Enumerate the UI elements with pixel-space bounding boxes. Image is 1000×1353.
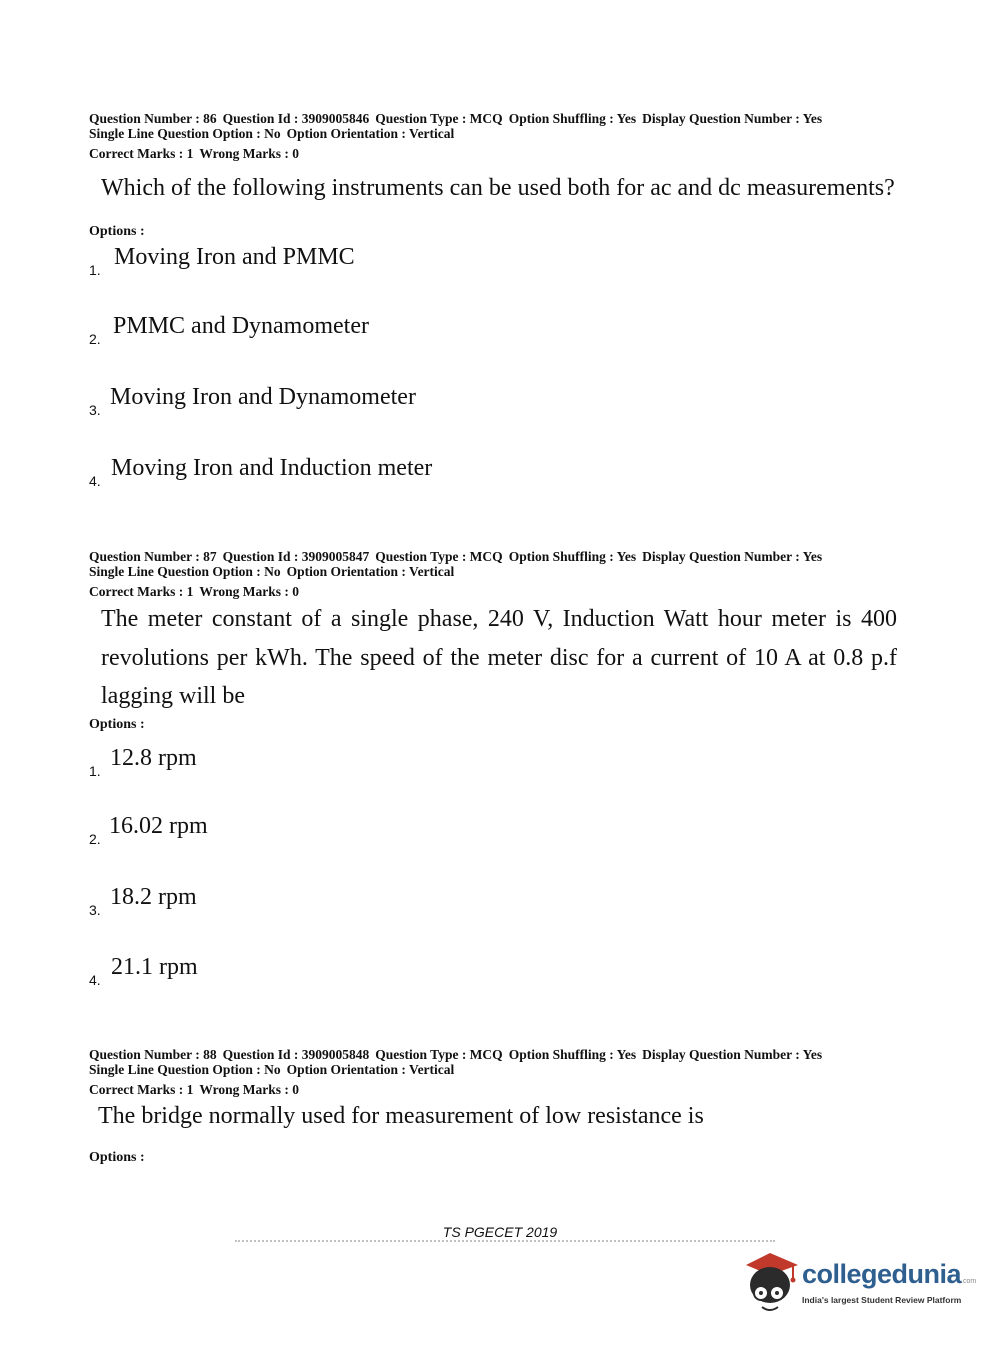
question-meta-2: Single Line Question Option : No Option Orientation : Vertical xyxy=(89,1062,455,1077)
option-text: 21.1 rpm xyxy=(111,954,198,980)
exam-footer: TS PGECET 2019 xyxy=(442,1224,558,1240)
divider xyxy=(235,1240,775,1246)
option-number: 3. xyxy=(89,402,101,418)
mascot-icon xyxy=(740,1245,802,1320)
question-meta: Question Number : 88 Question Id : 3909005848 Question Type : MCQ Option Shuffling : Yes Display Question Number : Yes xyxy=(89,1047,823,1062)
options-label: Options : xyxy=(89,717,145,732)
option-number: 4. xyxy=(89,473,101,489)
question-text: Which of the following instruments can be used both for ac and dc measurements? xyxy=(101,175,895,201)
option-1[interactable] xyxy=(89,745,789,785)
question-marks: Correct Marks : 1 Wrong Marks : 0 xyxy=(89,584,299,599)
question-meta-2: Single Line Question Option : No Option Orientation : Vertical xyxy=(89,564,455,579)
question-meta: Question Number : 86 Question Id : 3909005846 Question Type : MCQ Option Shuffling : Yes Display Question Number : Yes xyxy=(89,111,823,126)
option-text: Moving Iron and Induction meter xyxy=(111,455,433,481)
option-3[interactable] xyxy=(89,884,789,924)
question-86 xyxy=(89,111,909,161)
option-text: 16.02 rpm xyxy=(109,813,208,839)
option-number: 4. xyxy=(89,972,101,988)
option-2[interactable] xyxy=(89,313,789,353)
question-text: The meter constant of a single phase, 240 V, Induction Watt hour meter is 400 revolutions per kWh. The speed of the meter disc for a current of 10 A at 0.8 p.f lagging will be xyxy=(101,606,897,709)
option-4[interactable] xyxy=(89,954,789,994)
collegedunia-logo[interactable] xyxy=(740,1245,975,1320)
question-meta-2: Single Line Question Option : No Option Orientation : Vertical xyxy=(89,126,455,141)
option-number: 3. xyxy=(89,902,101,918)
option-2[interactable] xyxy=(89,813,789,853)
option-3[interactable] xyxy=(89,384,789,424)
question-meta: Question Number : 87 Question Id : 3909005847 Question Type : MCQ Option Shuffling : Yes Display Question Number : Yes xyxy=(89,549,823,564)
question-marks: Correct Marks : 1 Wrong Marks : 0 xyxy=(89,1082,299,1097)
option-text: Moving Iron and PMMC xyxy=(114,244,355,270)
option-text: Moving Iron and Dynamometer xyxy=(110,384,416,410)
option-number: 2. xyxy=(89,331,101,347)
options-label: Options : xyxy=(89,1150,145,1165)
option-number: 2. xyxy=(89,831,101,847)
option-4[interactable] xyxy=(89,455,789,495)
question-marks: Correct Marks : 1 Wrong Marks : 0 xyxy=(89,146,299,161)
option-number: 1. xyxy=(89,262,101,278)
question-text: The bridge normally used for measurement of low resistance is xyxy=(98,1103,704,1129)
question-87 xyxy=(89,549,909,599)
options-label: Options : xyxy=(89,224,145,239)
option-1[interactable] xyxy=(89,244,789,284)
option-text: 12.8 rpm xyxy=(110,745,197,771)
option-number: 1. xyxy=(89,763,101,779)
option-text: 18.2 rpm xyxy=(110,884,197,910)
brand-name: collegedunia.com xyxy=(802,1259,977,1289)
option-text: PMMC and Dynamometer xyxy=(113,313,369,339)
brand-tagline: India's largest Student Review Platform xyxy=(802,1295,962,1305)
question-88 xyxy=(89,1047,909,1097)
